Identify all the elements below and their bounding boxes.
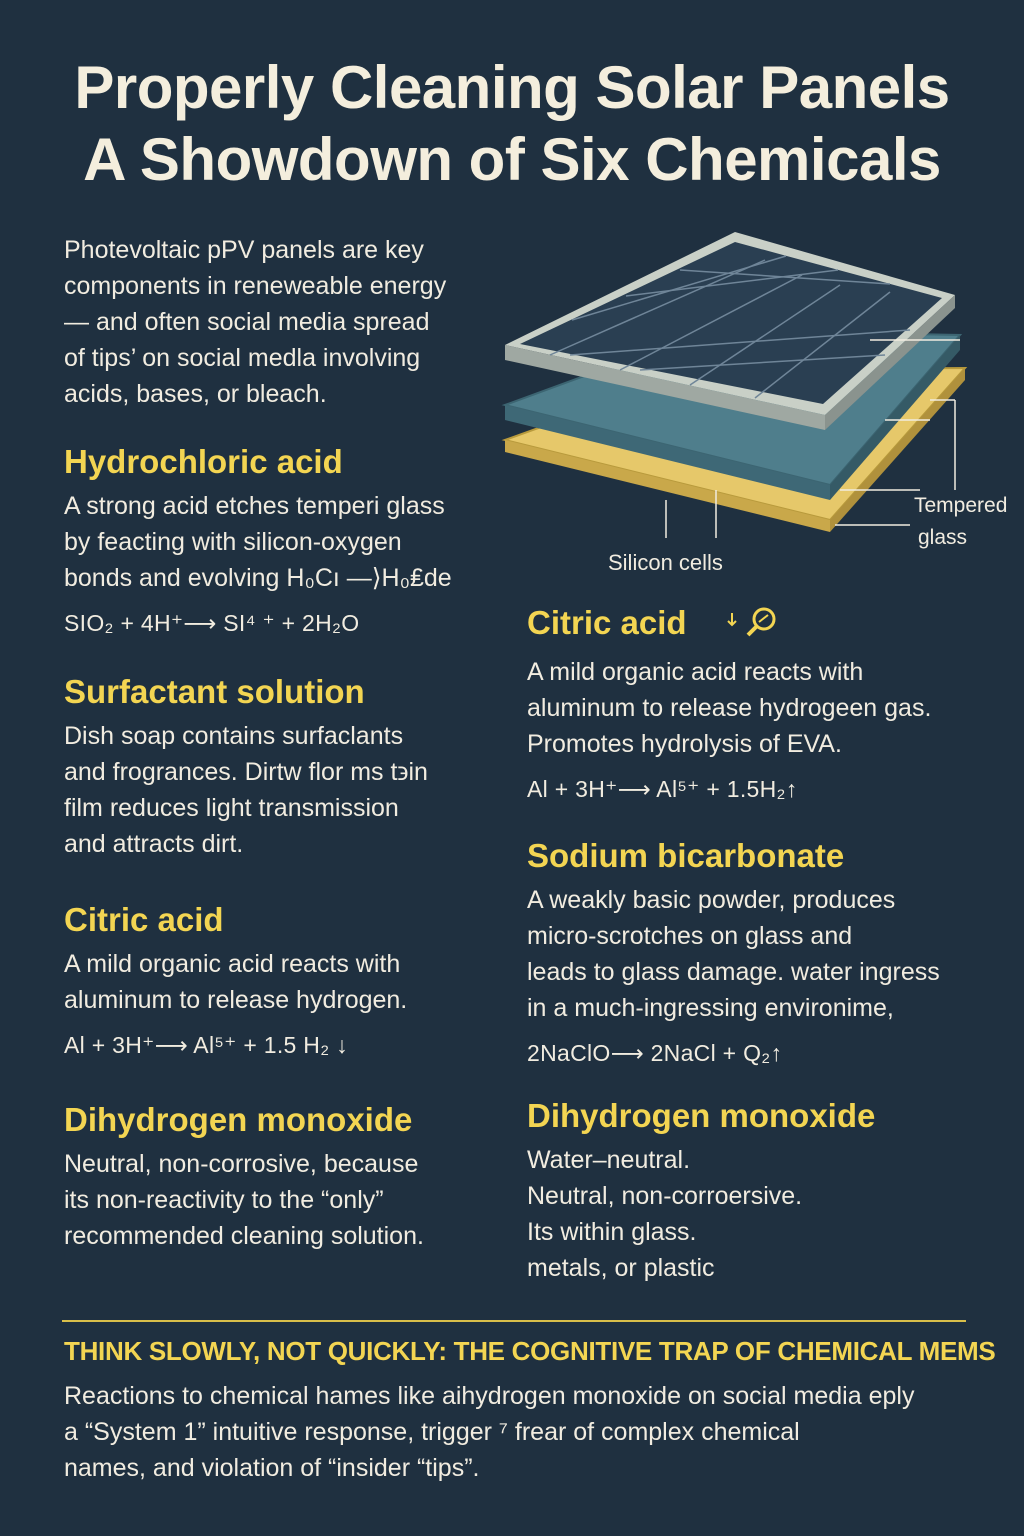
label-tempered: Tempered (914, 494, 1008, 517)
body-line: bonds and evolving H₀Cı —⟩H₀₤de (64, 564, 452, 592)
intro-line: Photevoltaic pPV panels are key (64, 236, 424, 264)
body-line: aluminum to release hydrogeen gas. (527, 694, 932, 722)
body-line: aluminum to release hydrogen. (64, 986, 408, 1014)
title-line-1: Properly Cleaning Solar Panels (74, 54, 950, 121)
body-line: leads to glass damage. water ingress (527, 958, 940, 986)
footer-divider (62, 1320, 966, 1322)
section-heading: Surfactant solution (64, 673, 365, 710)
label-glass: glass (918, 526, 968, 549)
section-citric-acid-left (64, 900, 504, 1059)
body-line: Promotes hydrolysis of EVA. (527, 730, 842, 758)
section-body (64, 946, 504, 1018)
section-heading: Citric acid (64, 901, 224, 938)
footer-paragraph (64, 1378, 964, 1486)
body-line: recommended cleaning solution. (64, 1222, 424, 1250)
magnifier-icon (726, 603, 786, 648)
footer-heading: THINK SLOWLY, NOT QUICKLY: THE COGNITIVE TRAP OF CHEMICAL MEMS (64, 1336, 996, 1366)
section-dihydrogen-monoxide-right (527, 1096, 987, 1286)
section-heading-row (527, 603, 987, 648)
footer-line: Reactions to chemical hames like aihydrogen monoxide on social media eply (64, 1382, 915, 1410)
section-body (64, 488, 504, 596)
chemical-equation: SIO₂ + 4H⁺⟶ SI⁴ ⁺ + 2H₂O (64, 610, 360, 636)
body-line: film reduces light transmission (64, 794, 399, 822)
section-heading: Hydrochloric acid (64, 443, 343, 480)
footer-line: a “System 1” intuitive response, trigger ⁷ frear of complex chemical (64, 1418, 800, 1446)
intro-line: acids, bases, or bleach. (64, 380, 327, 408)
section-body (64, 1146, 504, 1254)
body-line: metals, or plastic (527, 1254, 715, 1282)
section-heading: Citric acid (527, 604, 687, 642)
body-line: Water–neutral. (527, 1146, 691, 1174)
label-silicon-cells: Silicon cells (608, 550, 723, 575)
section-body (527, 654, 987, 762)
section-dihydrogen-monoxide-left (64, 1100, 504, 1254)
section-heading: Sodium bicarbonate (527, 837, 845, 874)
section-hydrochloric-acid (64, 442, 504, 637)
footer-line: names, and violation of “insider “tips”. (64, 1454, 480, 1482)
chemical-equation: 2NaClO⟶ 2NaCl + Q₂↑ (527, 1040, 783, 1066)
chemical-equation: Al + 3H⁺⟶ Al⁵⁺ + 1.5 H₂ ↓ (64, 1032, 348, 1058)
title-line-2: A Showdown of Six Chemicals (83, 126, 941, 193)
body-line: A mild organic acid reacts with (64, 950, 401, 978)
section-sodium-bicarbonate (527, 836, 987, 1067)
body-line: A strong acid etches temperi glass (64, 492, 445, 520)
section-body (527, 882, 987, 1026)
body-line: micro-scrotches on glass and (527, 922, 853, 950)
body-line: and frogrances. Dirtw flor ms t϶in (64, 758, 428, 786)
body-line: Neutral, non-corrosive, because (64, 1150, 419, 1178)
body-line: Its within glass. (527, 1218, 697, 1246)
section-heading: Dihydrogen monoxide (527, 1097, 876, 1134)
intro-line: — and often social media spread (64, 308, 430, 336)
page-title (0, 52, 1024, 196)
section-citric-acid-right (527, 603, 987, 803)
body-line: by feacting with silicon-oxygen (64, 528, 402, 556)
chemical-equation: Al + 3H⁺⟶ Al⁵⁺ + 1.5H₂↑ (527, 776, 798, 802)
intro-line: of tips’ on social medla involving (64, 344, 421, 372)
section-body (527, 1142, 987, 1286)
section-body (64, 718, 504, 862)
section-heading: Dihydrogen monoxide (64, 1101, 413, 1138)
body-line: Dish soap contains surfaclants (64, 722, 404, 750)
body-line: Neutral, non-corroersive. (527, 1182, 803, 1210)
section-surfactant-solution (64, 672, 504, 862)
body-line: its non-reactivity to the “only” (64, 1186, 384, 1214)
solar-panel-layers-illustration (490, 220, 1010, 580)
intro-paragraph (64, 232, 504, 412)
body-line: A weakly basic powder, produces (527, 886, 896, 914)
intro-line: components in reneweable energy (64, 272, 447, 300)
body-line: and attracts dirt. (64, 830, 244, 858)
body-line: A mild organic acid reacts with (527, 658, 864, 686)
body-line: in a much-ingressing environime, (527, 994, 894, 1022)
